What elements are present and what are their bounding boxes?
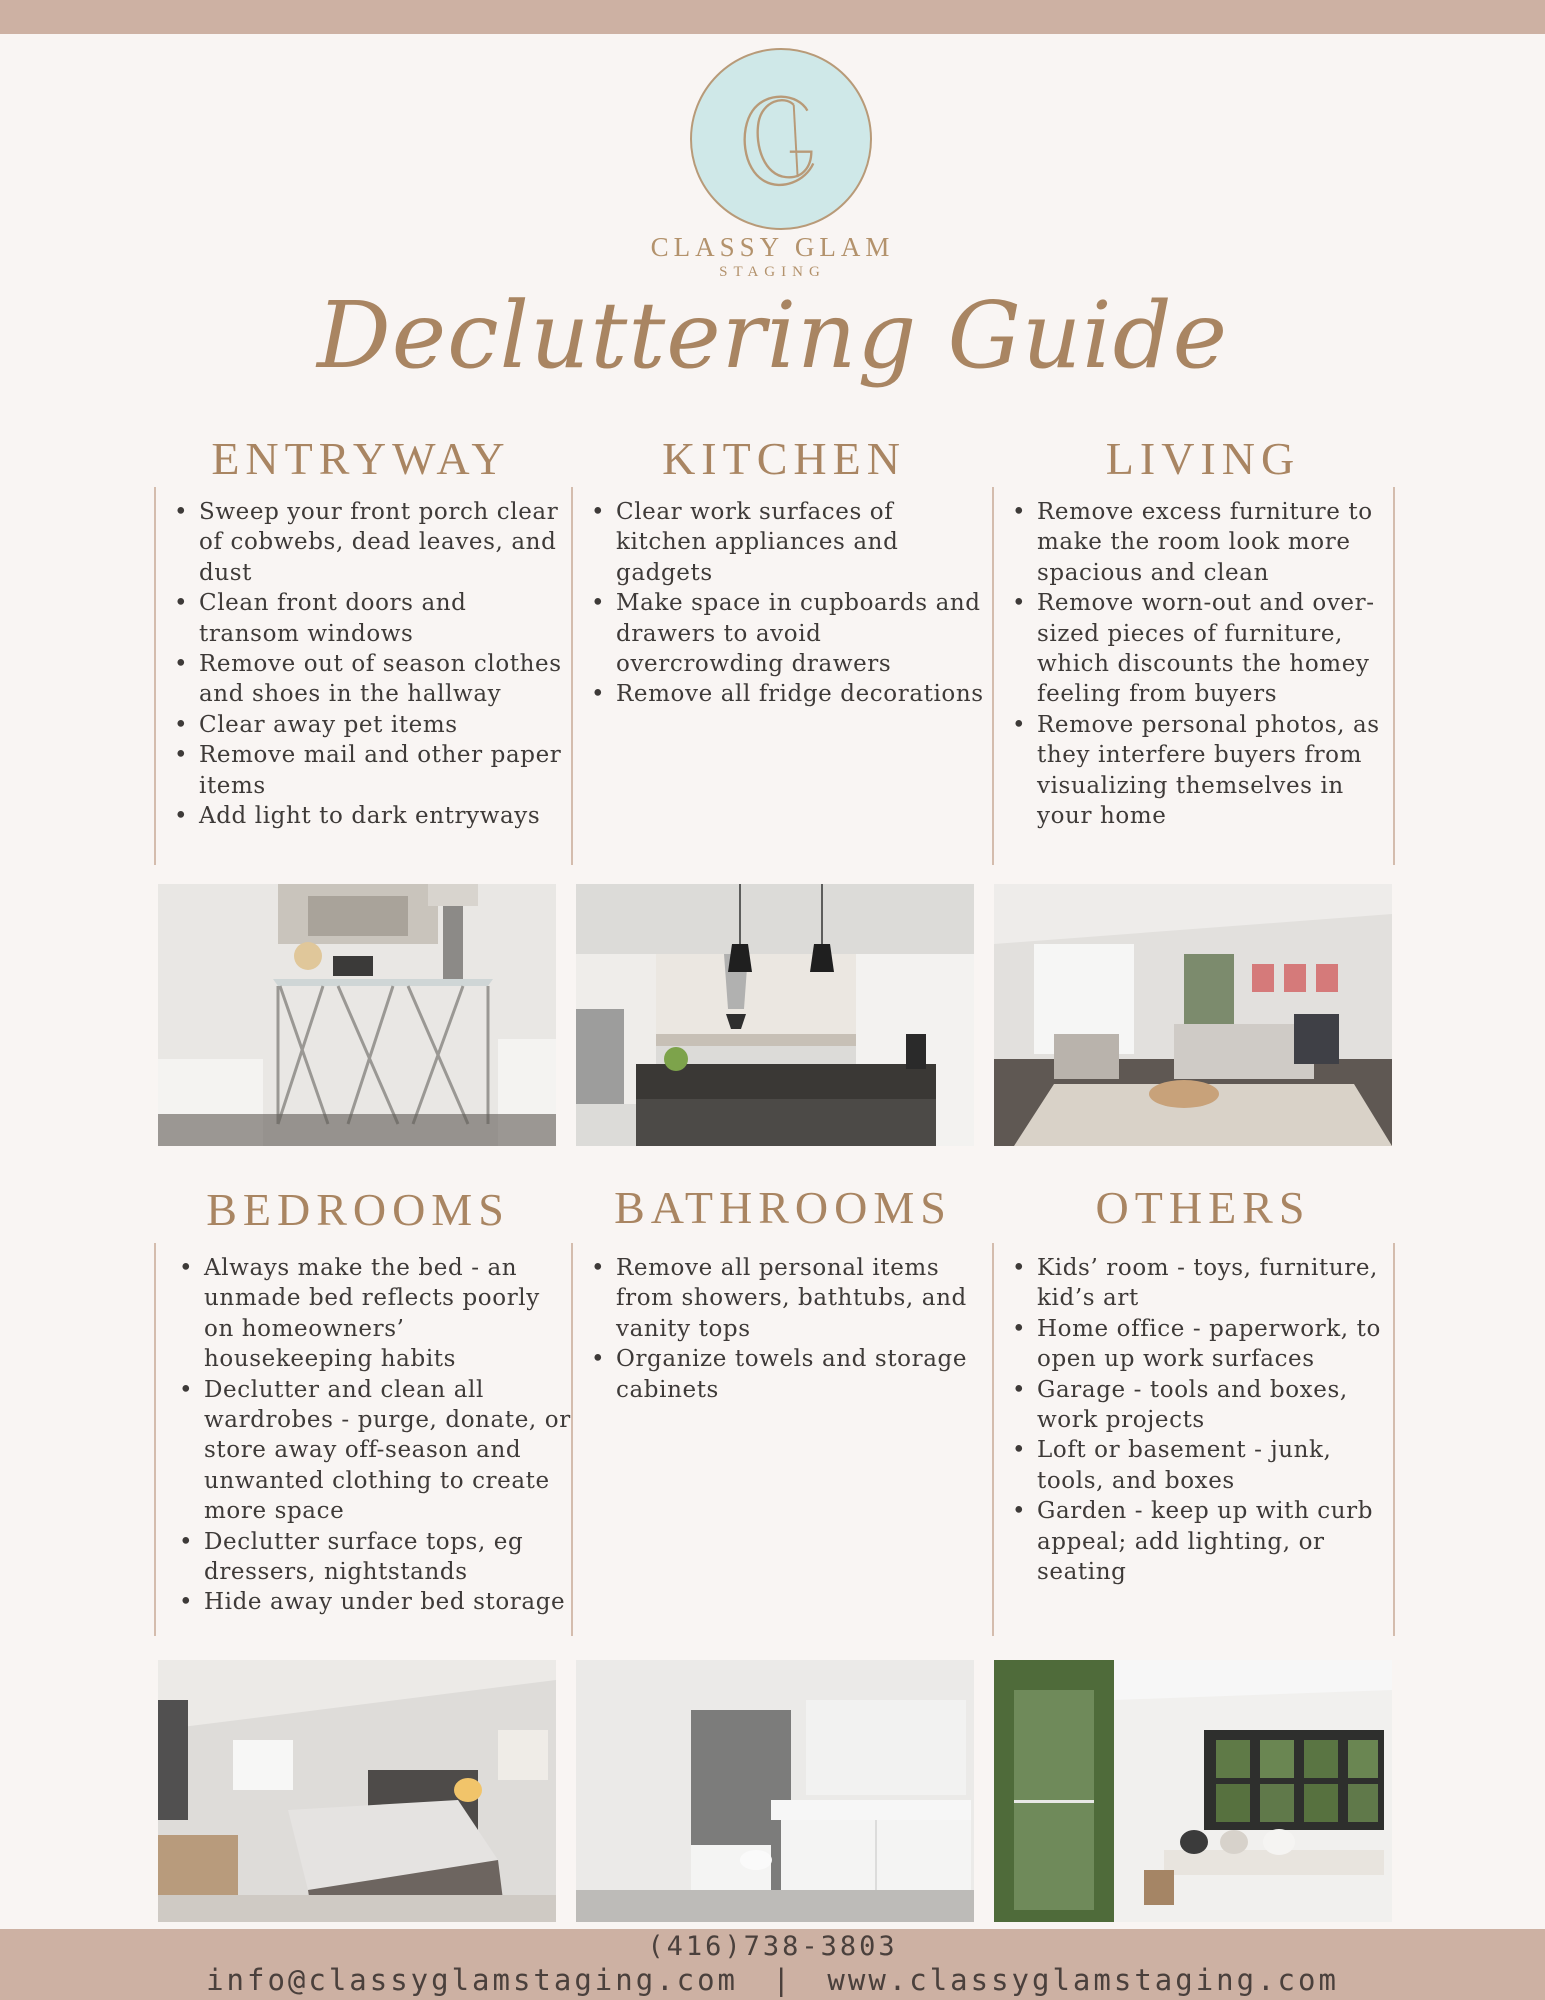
section-list-entryway	[154, 487, 571, 865]
list-item: • Sweep your front porch clear of cobwebs, dead leaves, and dust	[172, 497, 571, 588]
list-item: • Declutter surface tops, eg dressers, nightstands	[177, 1527, 571, 1588]
list-item: • Clean front doors and transom windows	[172, 588, 571, 649]
list-item: • Clear away pet items	[172, 710, 571, 740]
footer	[0, 1929, 1545, 2000]
list-item: • Organize towels and storage cabinets	[589, 1344, 992, 1405]
kitchen-photo	[576, 884, 974, 1146]
list-item: • Clear work surfaces of kitchen appliances and gadgets	[589, 497, 992, 588]
list-item: • Loft or basement - junk, tools, and boxes	[1010, 1435, 1393, 1496]
brand-name: CLASSY GLAM	[650, 232, 895, 262]
section-list-bedrooms	[154, 1243, 571, 1636]
section-title-bathrooms: BATHROOMS	[614, 1182, 952, 1233]
list-item: • Make space in cupboards and drawers to avoid overcrowding drawers	[589, 588, 992, 679]
list-item: • Remove out of season clothes and shoes in the hallway	[172, 649, 571, 710]
others-photo	[994, 1660, 1392, 1922]
brand-sub: STAGING	[719, 264, 826, 280]
entryway-photo	[158, 884, 556, 1146]
bathroom-photo	[576, 1660, 974, 1922]
list-item: • Home office - paperwork, to open up work surfaces	[1010, 1314, 1393, 1375]
living-photo	[994, 884, 1392, 1146]
section-list-kitchen	[571, 487, 992, 865]
top-bar	[0, 0, 1545, 34]
footer-website[interactable]: www.classyglamstaging.com	[827, 1963, 1339, 1997]
section-title-others: OTHERS	[1095, 1182, 1311, 1233]
section-list-living	[992, 487, 1395, 865]
footer-separator: |	[772, 1963, 793, 1997]
list-item: • Declutter and clean all wardrobes - purge, donate, or store away off-season and unwanted clothing to create more space	[177, 1375, 571, 1527]
list-item: • Remove mail and other paper items	[172, 740, 571, 801]
footer-phone[interactable]: (416)738-3803	[647, 1931, 898, 1962]
list-item: • Kids’ room - toys, furniture, kid’s art	[1010, 1253, 1393, 1314]
list-item: • Always make the bed - an unmade bed reflects poorly on homeowners’ housekeeping habits	[177, 1253, 571, 1375]
list-item: • Garage - tools and boxes, work projects	[1010, 1375, 1393, 1436]
section-list-bathrooms	[571, 1243, 992, 1636]
section-title-entryway: ENTRYWAY	[211, 433, 511, 484]
list-item: • Add light to dark entryways	[172, 801, 571, 831]
list-item: • Hide away under bed storage	[177, 1587, 571, 1617]
section-title-living: LIVING	[1105, 433, 1301, 484]
list-item: • Remove all personal items from showers, bathtubs, and vanity tops	[589, 1253, 992, 1344]
section-title-kitchen: KITCHEN	[662, 433, 906, 484]
section-list-others	[992, 1243, 1395, 1636]
list-item: • Remove excess furniture to make the room look more spacious and clean	[1010, 497, 1393, 588]
cg-monogram-icon	[690, 48, 872, 230]
page-title: Decluttering Guide	[316, 282, 1229, 389]
list-item: • Garden - keep up with curb appeal; add lighting, or seating	[1010, 1496, 1393, 1587]
list-item: • Remove all fridge decorations	[589, 679, 992, 709]
list-item: • Remove worn-out and over-sized pieces of furniture, which discounts the homey feeling from buyers	[1010, 588, 1393, 710]
list-item: • Remove personal photos, as they interfere buyers from visualizing themselves in your home	[1010, 710, 1393, 832]
footer-contact-line	[0, 1963, 1545, 1997]
bedroom-photo	[158, 1660, 556, 1922]
footer-email[interactable]: info@classyglamstaging.com	[206, 1963, 739, 1997]
section-title-bedrooms: BEDROOMS	[206, 1184, 510, 1235]
